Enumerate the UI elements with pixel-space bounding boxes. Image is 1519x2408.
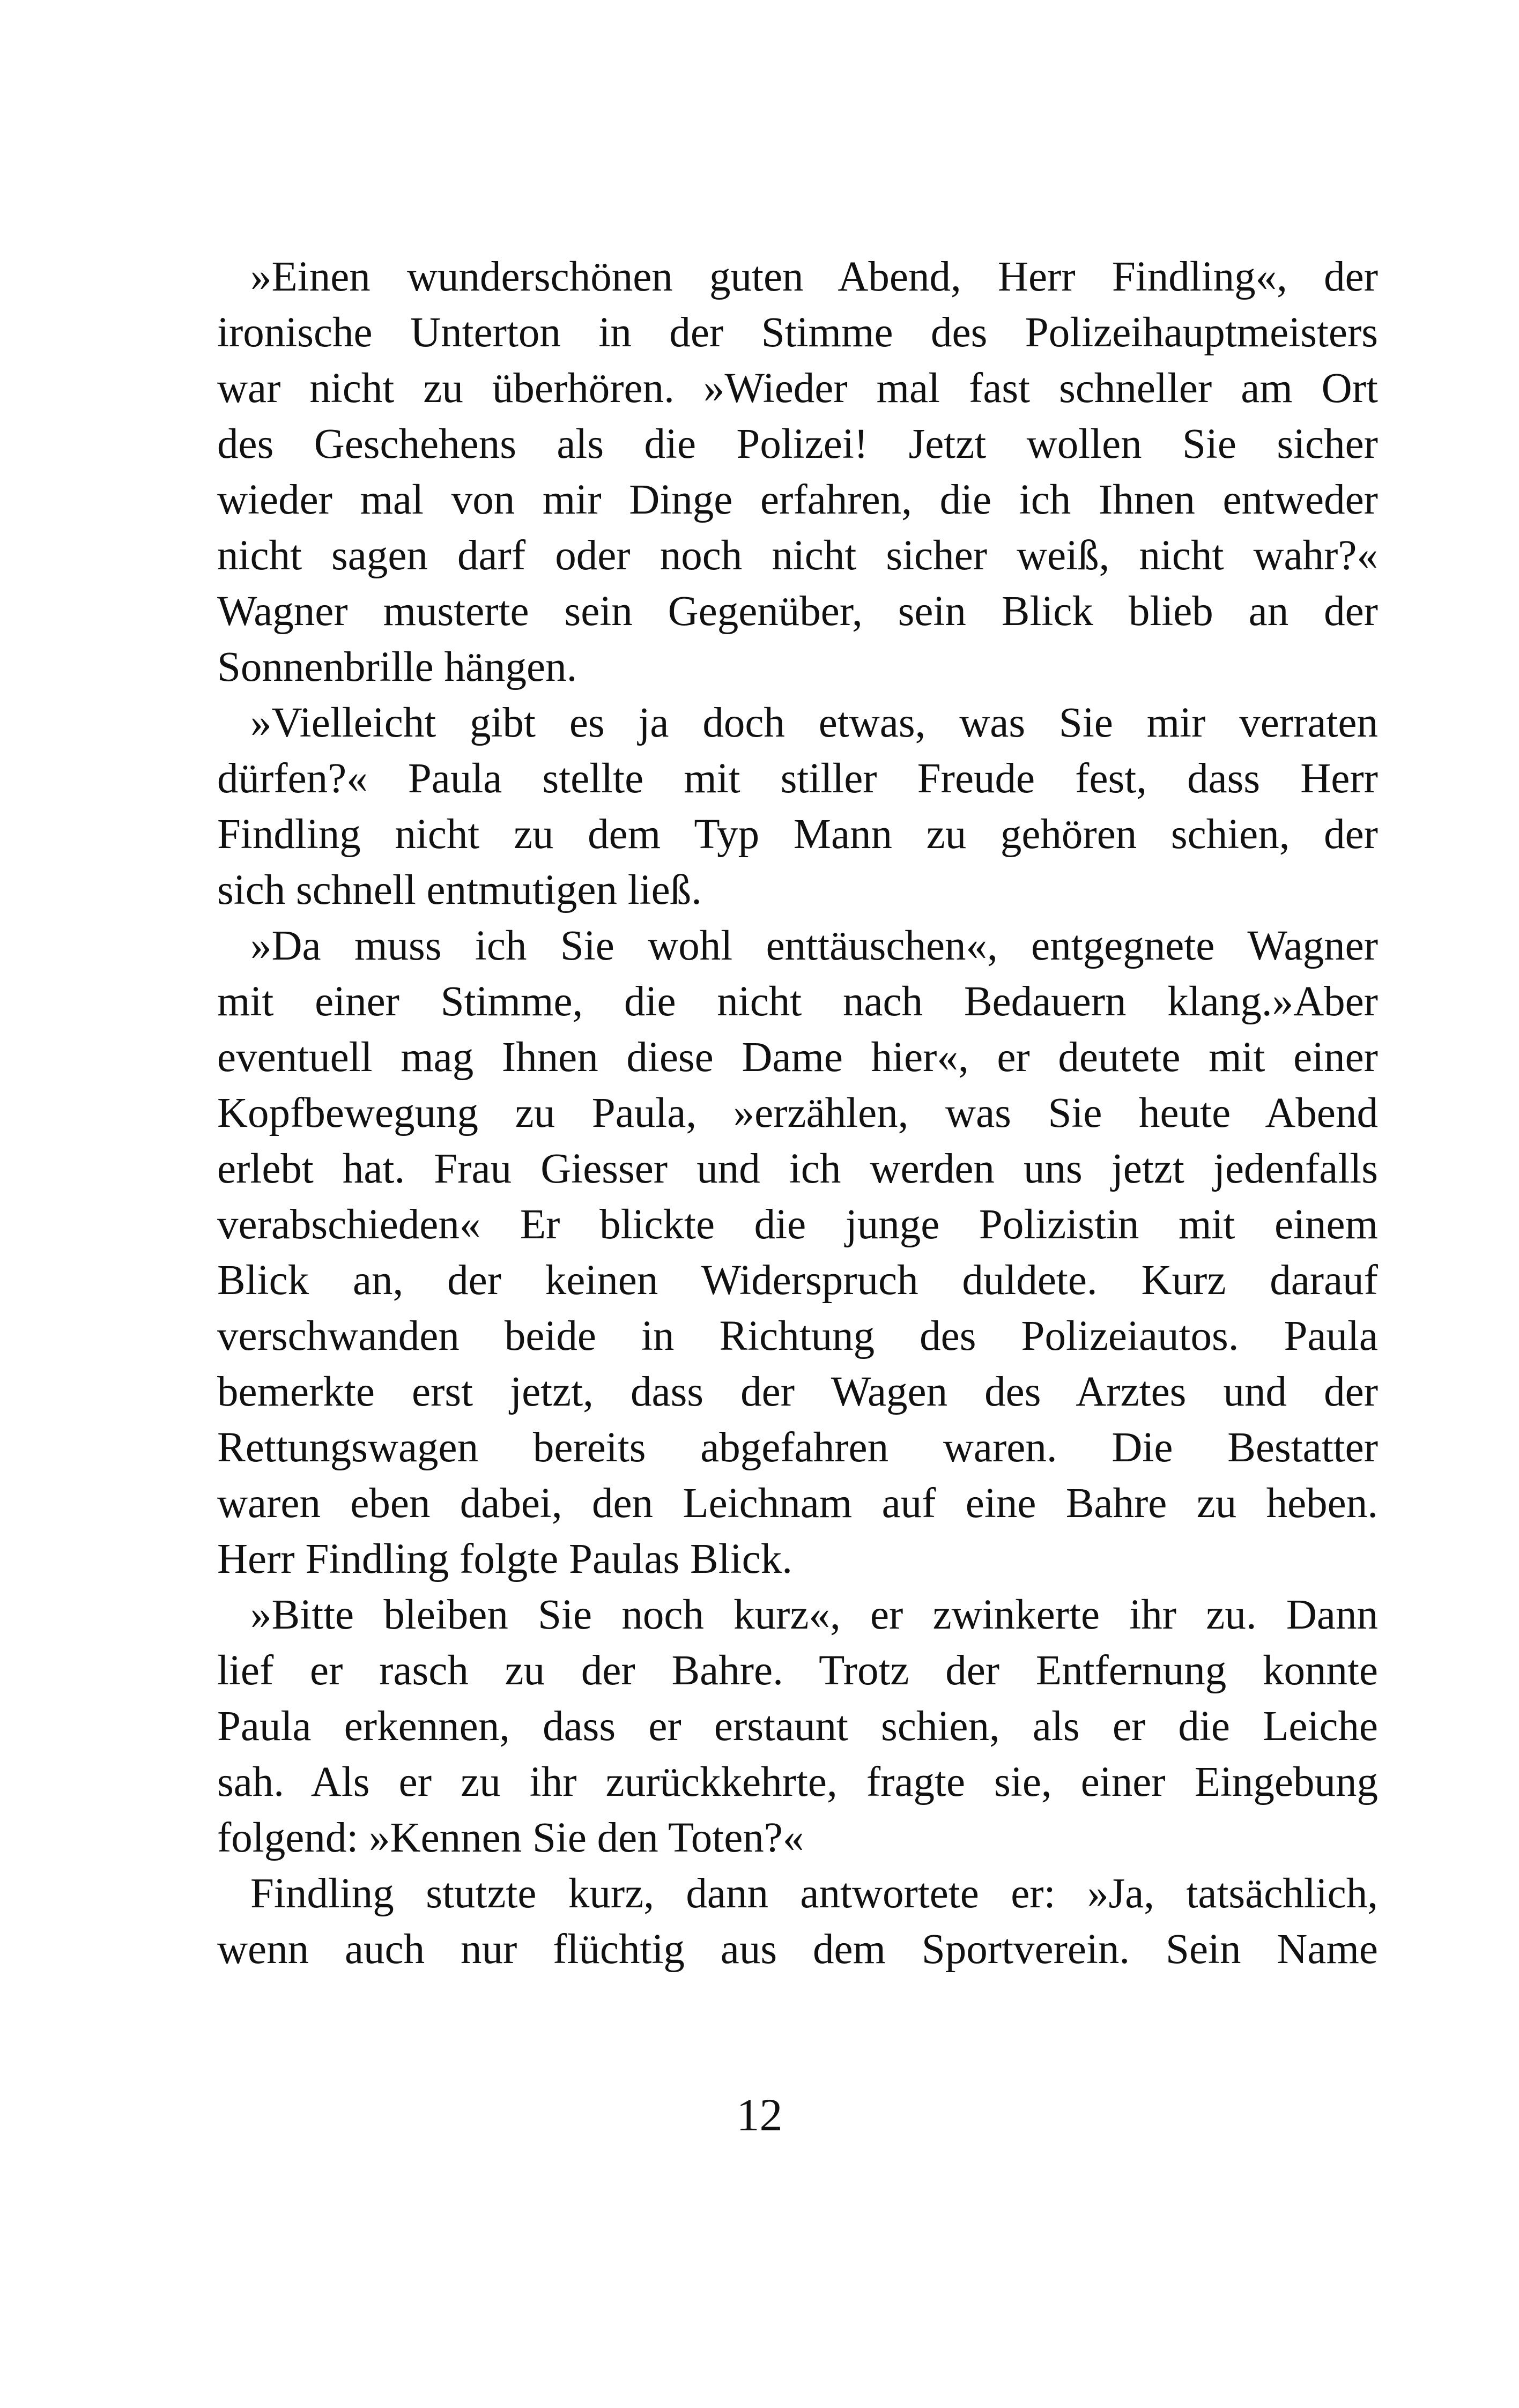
text-line: Sonnenbrille hängen. — [217, 644, 577, 690]
text-line: war nicht zu überhören. »Wieder mal fast schneller am Ort — [217, 365, 1378, 412]
text-line: folgend: »Kennen Sie den Toten?« — [217, 1815, 804, 1861]
text-line: eventuell mag Ihnen diese Dame hier«, er deutete mit einer — [217, 1034, 1378, 1081]
text-line: Kopfbewegung zu Paula, »erzählen, was Sie heute Abend — [217, 1090, 1378, 1136]
body-text — [217, 249, 1378, 1978]
text-line: bemerkte erst jetzt, dass der Wagen des Arztes und der — [217, 1369, 1378, 1415]
text-line: Wagner musterte sein Gegenüber, sein Blick blieb an der — [217, 588, 1378, 635]
text-line: Paula erkennen, dass er erstaunt schien, als er die Leiche — [217, 1703, 1378, 1750]
text-line: verschwanden beide in Richtung des Polizeiautos. Paula — [217, 1313, 1378, 1359]
text-line: Rettungswagen bereits abgefahren waren. Die Bestatter — [217, 1424, 1378, 1471]
paragraph — [217, 918, 1378, 1587]
text-line: Herr Findling folgte Paulas Blick. — [217, 1536, 792, 1582]
text-line: wieder mal von mir Dinge erfahren, die ich Ihnen entweder — [217, 477, 1378, 523]
text-line: dürfen?« Paula stellte mit stiller Freude fest, dass Herr — [217, 755, 1378, 802]
text-line: erlebt hat. Frau Giesser und ich werden uns jetzt jedenfalls — [217, 1146, 1378, 1192]
paragraph — [217, 249, 1378, 695]
paragraph — [217, 695, 1378, 918]
text-line: »Einen wunderschönen guten Abend, Herr Findling«, der — [250, 254, 1378, 300]
text-line: ironische Unterton in der Stimme des Polizeihauptmeisters — [217, 309, 1378, 356]
text-line: des Geschehens als die Polizei! Jetzt wollen Sie sicher — [217, 421, 1378, 467]
text-line: waren eben dabei, den Leichnam auf eine Bahre zu heben. — [217, 1480, 1378, 1527]
text-line: »Vielleicht gibt es ja doch etwas, was Sie mir verraten — [250, 700, 1378, 746]
text-line: nicht sagen darf oder noch nicht sicher weiß, nicht wahr?« — [217, 532, 1378, 579]
text-line: lief er rasch zu der Bahre. Trotz der Entfernung konnte — [217, 1647, 1378, 1694]
page-number: 12 — [736, 2089, 783, 2141]
paragraph — [217, 1866, 1378, 1978]
text-line: Findling nicht zu dem Typ Mann zu gehören schien, der — [217, 811, 1378, 858]
text-line: »Bitte bleiben Sie noch kurz«, er zwinkerte ihr zu. Dann — [250, 1592, 1378, 1638]
paragraph — [217, 1587, 1378, 1866]
text-line: mit einer Stimme, die nicht nach Bedauern klang.»Aber — [217, 978, 1378, 1025]
text-line: sah. Als er zu ihr zurückkehrte, fragte sie, einer Eingebung — [217, 1759, 1378, 1805]
text-line: Blick an, der keinen Widerspruch duldete. Kurz darauf — [217, 1257, 1378, 1304]
text-line: Findling stutzte kurz, dann antwortete er: »Ja, tatsächlich, — [250, 1870, 1378, 1917]
text-line: wenn auch nur flüchtig aus dem Sportverein. Sein Name — [217, 1926, 1378, 1973]
text-line: »Da muss ich Sie wohl enttäuschen«, entgegnete Wagner — [250, 923, 1378, 969]
text-line: verabschieden« Er blickte die junge Polizistin mit einem — [217, 1201, 1378, 1248]
text-line: sich schnell entmutigen ließ. — [217, 867, 702, 913]
